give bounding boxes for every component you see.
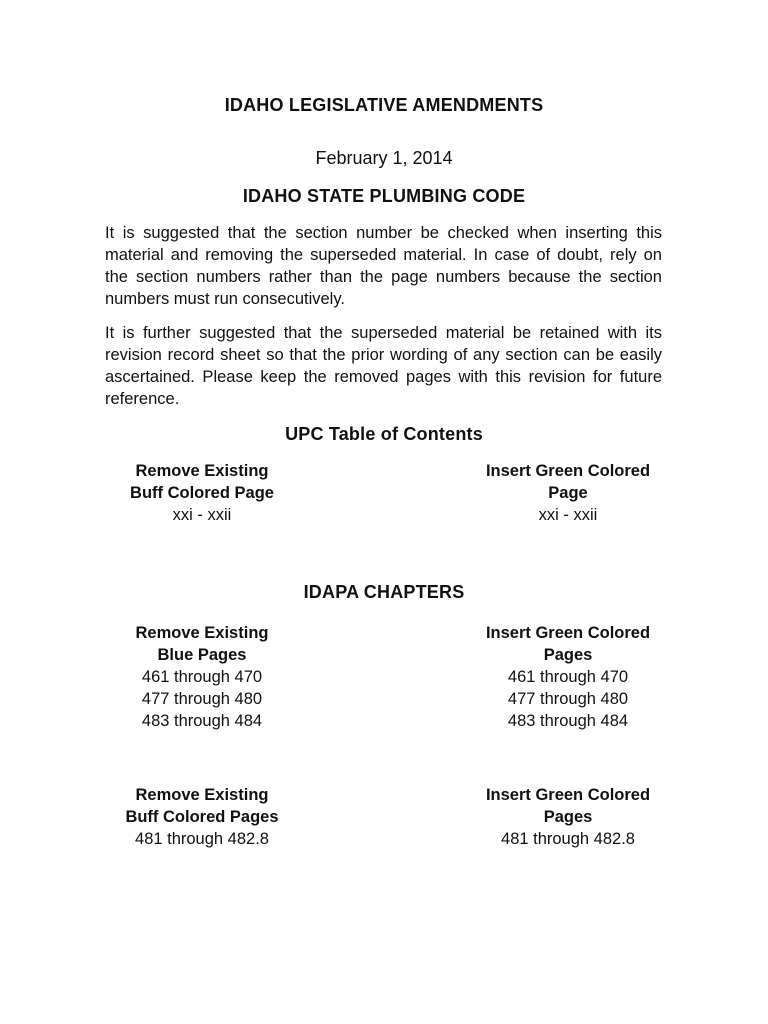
upc-remove-heading-1: Remove Existing xyxy=(135,462,269,480)
idapa-group1-insert-heading-1: Insert Green Colored xyxy=(485,624,651,642)
idapa-group1-remove-heading-1: Remove Existing xyxy=(135,624,269,642)
instruction-paragraph-2: It is further suggested that the superseded material be retained with its revision record sheet so that the prior wording of any section can be easily ascertained. Please keep the removed pages with this revision for future reference. xyxy=(105,324,662,408)
code-title: IDAHO STATE PLUMBING CODE xyxy=(242,186,526,206)
idapa-group1-insert-heading-2: Pages xyxy=(543,646,593,664)
idapa-group2-insert-column xyxy=(448,784,688,850)
upc-remove-heading-2: Buff Colored Page xyxy=(130,484,274,502)
idapa-group1-remove-column xyxy=(82,622,322,732)
idapa-group1-insert-page-range: 483 through 484 xyxy=(507,712,629,730)
idapa-group2-insert-page-range: 481 through 482.8 xyxy=(501,830,635,848)
upc-insert-page-range: xxi - xxii xyxy=(538,506,598,524)
idapa-group2-remove-heading-1: Remove Existing xyxy=(135,786,269,804)
idapa-group1-remove-page-range: 461 through 470 xyxy=(141,668,263,686)
idapa-group1-insert-page-range: 477 through 480 xyxy=(507,690,629,708)
idapa-group1-insert-column xyxy=(448,622,688,732)
document-title: IDAHO LEGISLATIVE AMENDMENTS xyxy=(224,95,544,115)
idapa-group2-insert-heading-1: Insert Green Colored xyxy=(485,786,651,804)
idapa-group2-remove-column xyxy=(82,784,322,850)
idapa-group1-remove-page-range: 477 through 480 xyxy=(141,690,263,708)
instruction-paragraph-1: It is suggested that the section number be checked when inserting this material and removing the superseded material. In case of doubt, rely on the section numbers rather than the page numbers because the section numbers must run consecutively. xyxy=(105,224,662,308)
upc-insert-column xyxy=(448,460,688,526)
idapa-group1-remove-page-range: 483 through 484 xyxy=(141,712,263,730)
idapa-group2-remove-heading-2: Buff Colored Pages xyxy=(125,808,279,826)
upc-remove-column xyxy=(82,460,322,526)
upc-section-title: UPC Table of Contents xyxy=(285,424,483,444)
upc-insert-heading-2: Page xyxy=(548,484,588,502)
upc-remove-page-range: xxi - xxii xyxy=(172,506,232,524)
document-date: February 1, 2014 xyxy=(315,148,453,168)
upc-insert-heading-1: Insert Green Colored xyxy=(485,462,651,480)
idapa-group1-remove-heading-2: Blue Pages xyxy=(157,646,247,664)
idapa-group2-remove-page-range: 481 through 482.8 xyxy=(135,830,269,848)
idapa-group2-insert-heading-2: Pages xyxy=(543,808,593,826)
idapa-section-title: IDAPA CHAPTERS xyxy=(303,582,465,602)
idapa-group1-insert-page-range: 461 through 470 xyxy=(507,668,629,686)
